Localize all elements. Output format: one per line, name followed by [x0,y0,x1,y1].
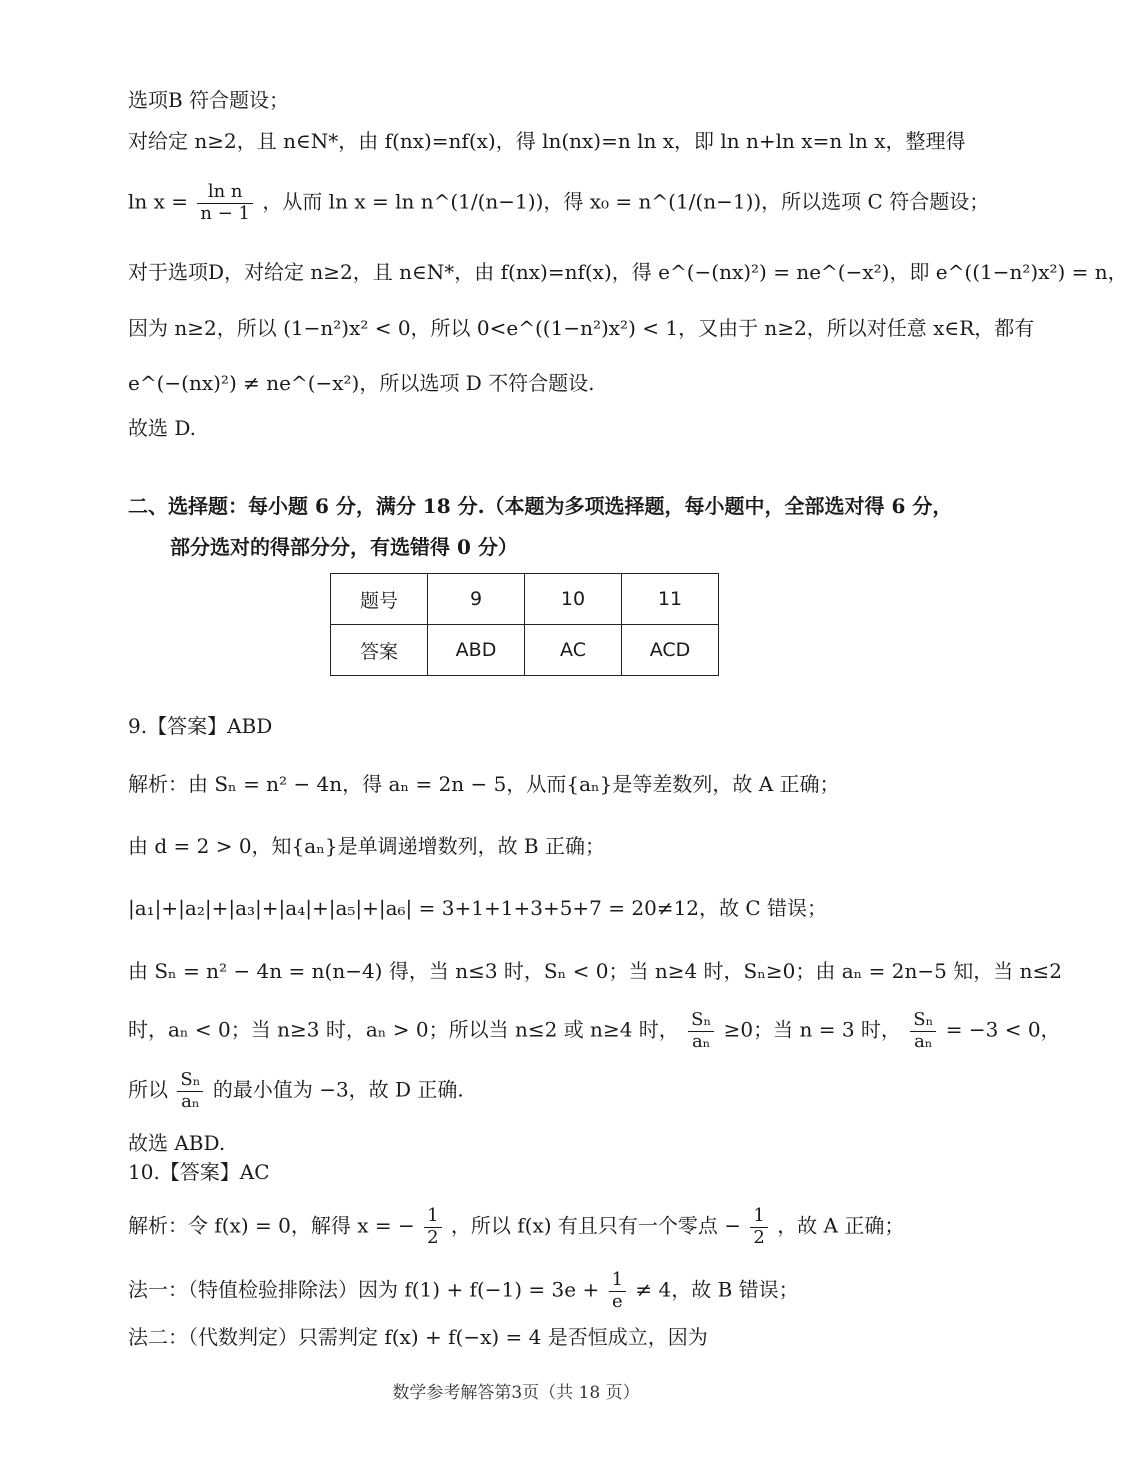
fraction [197,182,253,224]
answer-table [330,573,719,676]
text-fragment: ln x = [128,189,189,214]
fraction-denominator: 2 [753,1226,765,1248]
fraction-numerator: 1 [424,1206,441,1228]
text-line: 解析：由 Sₙ = n² − 4n，得 aₙ = 2n − 5，从而{aₙ}是等差数列，故 A 正确； [128,772,840,796]
text-line: e^(−(nx)²) ≠ ne^(−x²)，所以选项 D 不符合题设. [128,371,595,395]
table-cell: 11 [622,574,719,625]
text-line: 故选 D. [128,416,197,440]
fraction-numerator: 1 [609,1270,626,1292]
table-cell: 10 [525,574,622,625]
text-line: 对于选项D，对给定 n≥2，且 n∈N*，由 f(nx)=nf(x)，得 e^(−(nx)²) = ne^(−x²)，即 e^((1−n²)x²) = n， [128,260,1128,284]
section-heading-cont: 部分选对的得部分分，有选错得 0 分） [170,535,518,559]
answer-heading: 9.【答案】ABD [128,714,273,738]
fraction-numerator: ln n [197,182,253,204]
fraction-denominator: e [611,1290,623,1312]
text-fragment: 法一：（特值检验排除法）因为 f(1) + f(−1) = 3e + [128,1277,600,1302]
table-cell: 9 [428,574,525,625]
fraction [424,1206,441,1248]
fraction [177,1070,203,1112]
table-cell: 答案 [331,625,428,676]
text-fragment: 所以 [128,1077,168,1102]
table-cell: ABD [428,625,525,676]
text-line: 选项B 符合题设； [128,88,290,112]
text-fragment: ≠ 4，故 B 错误； [635,1277,799,1302]
fraction-denominator: n − 1 [200,202,250,224]
fraction [910,1010,936,1052]
table-row [331,625,719,676]
fraction [750,1206,767,1248]
fraction-numerator: Sₙ [177,1070,203,1092]
text-line: 故选 ABD. [128,1131,226,1155]
text-fragment: ，从而 ln x = ln n^(1/(n−1))，得 x₀ = n^(1/(n−1))，所以选项 C 符合题设； [262,189,990,214]
section-heading: 二、选择题：每小题 6 分，满分 18 分.（本题为多项选择题，每小题中，全部选对得 6 分， [128,494,953,518]
fraction-numerator: Sₙ [910,1010,936,1032]
fraction-numerator: Sₙ [688,1010,714,1032]
fraction-denominator: aₙ [691,1030,711,1052]
text-line: 由 Sₙ = n² − 4n = n(n−4) 得，当 n≤3 时，Sₙ < 0；当 n≥4 时，Sₙ≥0；由 aₙ = 2n−5 知，当 n≤2 [128,959,1062,983]
text-fragment: 时，aₙ < 0；当 n≥3 时，aₙ > 0；所以当 n≤2 或 n≥4 时， [128,1017,679,1042]
answer-heading: 10.【答案】AC [128,1160,270,1184]
table-cell: 题号 [331,574,428,625]
formula-line [128,1206,904,1248]
text-line: 对给定 n≥2，且 n∈N*，由 f(nx)=nf(x)，得 ln(nx)=n ln x，即 ln n+ln x=n ln x，整理得 [128,129,966,153]
formula-line [128,182,989,224]
text-fragment: = −3 < 0， [945,1017,1061,1042]
text-fragment: ，故 A 正确； [777,1213,905,1238]
fraction-numerator: 1 [750,1206,767,1228]
table-row [331,574,719,625]
text-fragment: ≥0；当 n = 3 时， [723,1017,901,1042]
text-fragment: ，所以 f(x) 有且只有一个零点 − [450,1213,742,1238]
text-line: 法二：（代数判定）只需判定 f(x) + f(−x) = 4 是否恒成立，因为 [128,1325,708,1349]
fraction [609,1270,626,1312]
page-footer: 数学参考解答第3页（共 18 页） [392,1383,640,1403]
table-cell: AC [525,625,622,676]
text-fragment: 的最小值为 −3，故 D 正确. [212,1077,464,1102]
text-line: 由 d = 2 > 0，知{aₙ}是单调递增数列，故 B 正确； [128,834,605,858]
formula-line [128,1070,464,1112]
fraction-denominator: 2 [427,1226,439,1248]
formula-line [128,1270,799,1312]
fraction-denominator: aₙ [181,1090,200,1112]
fraction [688,1010,714,1052]
table-cell: ACD [622,625,719,676]
fraction-denominator: aₙ [914,1030,933,1052]
text-line: |a₁|+|a₂|+|a₃|+|a₄|+|a₅|+|a₆| = 3+1+1+3+5+7 = 20≠12，故 C 错误； [128,896,828,920]
text-fragment: 解析：令 f(x) = 0，解得 x = − [128,1213,415,1238]
formula-line [128,1010,1061,1052]
text-line: 因为 n≥2，所以 (1−n²)x² < 0，所以 0<e^((1−n²)x²) < 1，又由于 n≥2，所以对任意 x∈R，都有 [128,316,1035,340]
